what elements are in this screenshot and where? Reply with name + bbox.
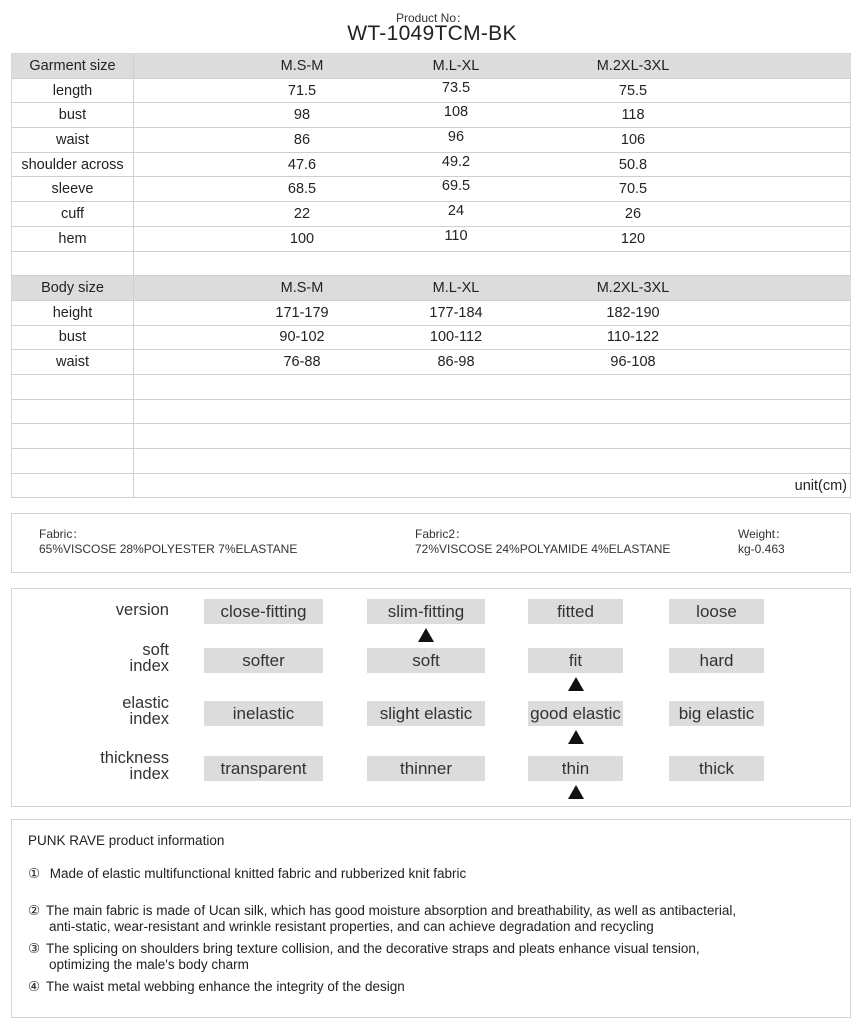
column-header: M.2XL-3XL [596,280,670,297]
empty-cell [134,251,851,276]
selected-arrow-icon [568,785,584,799]
info-item [28,866,466,882]
cell-value: 49.2 [441,153,471,170]
table-row [12,78,851,103]
index-label-line: elastic [122,694,169,712]
index-option: big elastic [669,701,764,726]
cell-value: 86 [293,131,311,148]
weight [738,527,787,557]
index-option: slim-fitting [367,599,485,624]
item-number: ② [28,903,41,918]
fabric1-value: 65%VISCOSE 28%POLYESTER 7%ELASTANE [39,542,298,556]
info-item [28,979,405,995]
cell-value: 90-102 [279,329,325,346]
fabric1 [39,527,297,557]
column-header: M.S-M [280,57,324,74]
index-option: hard [669,648,764,673]
item-number: ④ [28,979,41,994]
index-label-line: index [129,657,169,675]
index-option: fit [528,648,623,673]
index-label-line: soft [142,641,169,659]
cell-value: 177-184 [429,304,483,321]
index-option: loose [669,599,764,624]
table-row [12,325,851,350]
cell-value: 96-108 [610,354,656,371]
row-label: length [12,78,134,103]
table-row [12,177,851,202]
size-chart-table [11,53,851,498]
empty-row [12,399,851,424]
index-option: softer [204,648,323,673]
fabric1-label: Fabric： [39,527,85,541]
index-label-line: version [115,601,169,619]
cell-value: 69.5 [441,178,471,195]
column-header: M.L-XL [432,280,480,297]
index-option: thin [528,756,623,781]
fabric2 [415,527,670,557]
empty-row [12,251,851,276]
info-title: PUNK RAVE product information [28,833,225,848]
cell-value: 71.5 [287,82,317,99]
cell-value: 68.5 [287,181,317,198]
column-header: M.2XL-3XL [596,57,670,74]
row-label: height [12,300,134,325]
item-text: The waist metal webbing enhance the integrity of the design [46,979,405,994]
cell-value: 118 [621,107,645,124]
fabric2-label: Fabric2： [415,527,468,541]
cell-value: 182-190 [606,304,660,321]
unit-row [12,473,851,498]
cell-value: 73.5 [441,79,471,96]
index-label-line: index [129,765,169,783]
index-option: inelastic [204,701,323,726]
index-option: thinner [367,756,485,781]
row-label: bust [12,325,134,350]
fabric-index-box [11,588,851,807]
cell-value: 75.5 [618,82,648,99]
index-option: fitted [528,599,623,624]
table-row [12,103,851,128]
row-label: hem [12,226,134,251]
empty-cell [134,374,851,399]
garment-size-header: Garment size [12,54,134,79]
empty-cell [12,251,134,276]
empty-cell [134,424,851,449]
index-option: thick [669,756,764,781]
info-item [28,903,736,935]
product-no-label: Product No： [395,11,469,25]
cell-value: 106 [620,131,646,148]
cell-value: 22 [293,205,311,222]
index-label-soft [130,642,169,674]
table-row [12,152,851,177]
index-label-line: thickness [100,749,169,767]
cell-value: 110 [444,227,468,244]
selected-arrow-icon [568,730,584,744]
index-label-line: index [129,710,169,728]
product-number: WT-1049TCM-BK [347,22,517,45]
row-label: shoulder across [12,152,134,177]
cell-value: 100-112 [429,329,483,346]
cell-value: 98 [293,107,311,124]
body-size-header-row [12,276,851,301]
table-row [12,300,851,325]
cell-value: 96 [447,128,465,145]
index-label-version [116,602,169,618]
index-option: close-fitting [204,599,323,624]
selected-arrow-icon [418,628,434,642]
empty-cell [134,449,851,474]
empty-cell [12,473,134,498]
index-option: good elastic [528,701,623,726]
body-size-header: Body size [12,276,134,301]
cell-value: 120 [620,230,646,247]
empty-row [12,449,851,474]
cell-value: 110-122 [606,329,660,346]
cell-value: 100 [289,230,315,247]
item-text-continued: optimizing the male's body charm [49,957,249,972]
cell-value: 50.8 [618,156,648,173]
selected-arrow-icon [568,677,584,691]
empty-cell [12,374,134,399]
row-label: waist [12,350,134,375]
index-option: soft [367,648,485,673]
item-text: The main fabric is made of Ucan silk, which has good moisture absorption and breathability, as well as antibacterial, [46,903,737,918]
row-label: waist [12,128,134,153]
cell-value: 24 [447,202,465,219]
table-row [12,202,851,227]
index-label-elastic [122,695,169,727]
empty-row [12,424,851,449]
garment-size-header-row [12,54,851,79]
item-text-continued: anti-static, wear-resistant and wrinkle resistant properties, and can achieve degradation and recycling [49,919,654,934]
item-number: ① [28,866,41,881]
empty-cell [12,424,134,449]
unit-label: unit(cm) [794,477,847,494]
item-text: Made of elastic multifunctional knitted fabric and rubberized knit fabric [49,866,467,881]
cell-value: 86-98 [437,354,475,371]
index-label-thickness [100,750,169,782]
cell-value: 171-179 [275,304,329,321]
empty-cell [12,449,134,474]
fabric2-value: 72%VISCOSE 24%POLYAMIDE 4%ELASTANE [415,542,671,556]
cell-value: 26 [624,205,642,222]
empty-row [12,374,851,399]
row-label: cuff [12,202,134,227]
row-label: sleeve [12,177,134,202]
info-item [28,941,700,973]
row-label: bust [12,103,134,128]
table-row [12,226,851,251]
index-option: transparent [204,756,323,781]
table-row [12,128,851,153]
empty-cell [134,399,851,424]
weight-label: Weight： [738,527,788,541]
fabric-info-box [11,513,851,573]
cell-value: 47.6 [287,156,317,173]
column-header: M.L-XL [432,57,480,74]
cell-value: 108 [443,104,469,121]
index-option: slight elastic [367,701,485,726]
cell-value: 70.5 [618,181,648,198]
item-text: The splicing on shoulders bring texture collision, and the decorative straps and pleats enhance visual tension, [46,941,700,956]
product-info-box [11,819,851,1018]
cell-value: 76-88 [283,354,321,371]
column-header: M.S-M [280,280,324,297]
empty-cell [12,399,134,424]
table-row [12,350,851,375]
weight-value: kg-0.463 [738,542,785,556]
item-number: ③ [28,941,41,956]
